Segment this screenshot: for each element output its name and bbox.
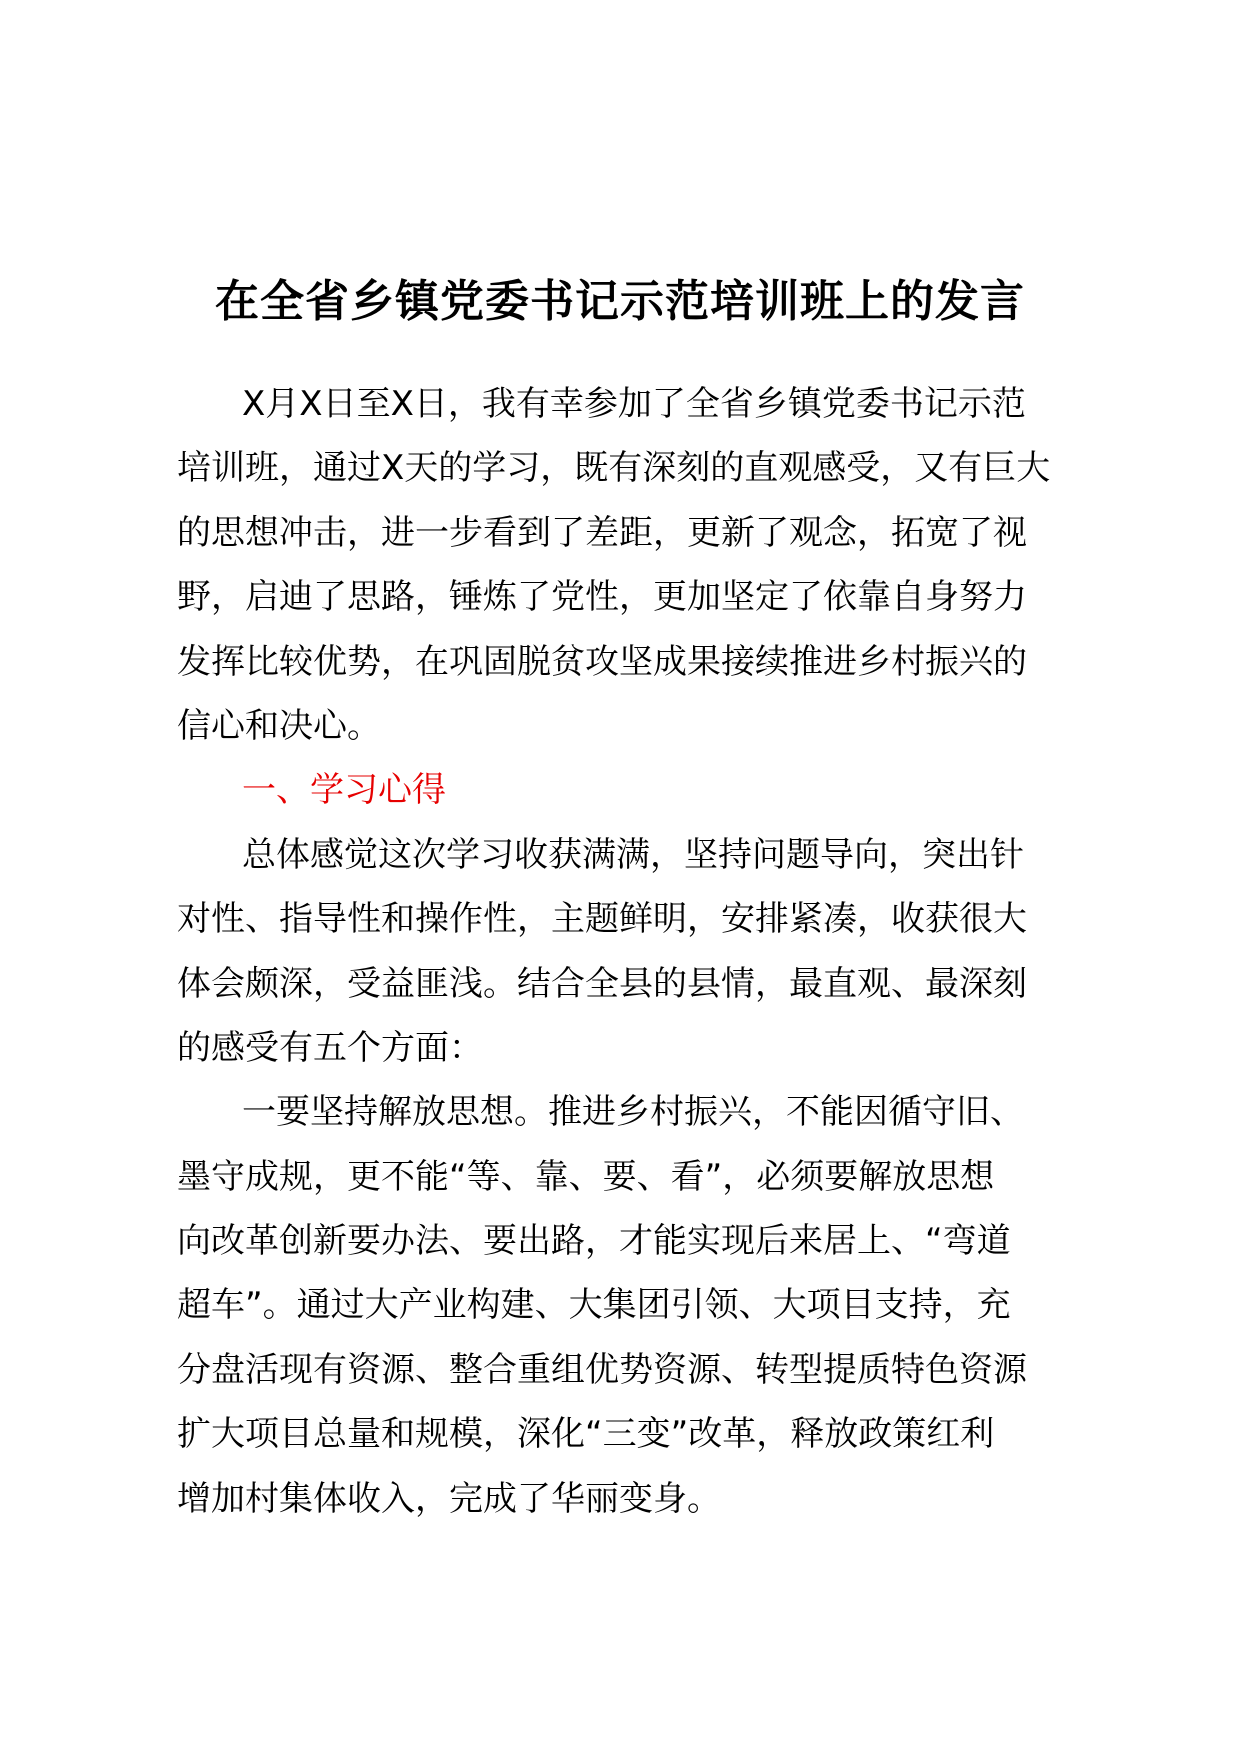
section-heading: 一、学习心得 [242, 770, 446, 811]
paragraph-line: 信心和决心。 [177, 705, 381, 746]
paragraph-line: X月X日至X日，我有幸参加了全省乡镇党委书记示范 [242, 384, 1026, 424]
paragraph-line: 对性、指导性和操作性，主题鲜明，安排紧凑，收获很大 [177, 899, 1027, 940]
paragraph-line: 超车”。通过大产业构建、大集团引领、大项目支持，充 [177, 1285, 1011, 1326]
paragraph-line: 的感受有五个方面： [177, 1027, 483, 1068]
paragraph-line: 总体感觉这次学习收获满满，坚持问题导向，突出针 [242, 834, 1024, 875]
paragraph-line: 一要坚持解放思想。推进乡村振兴，不能因循守旧、 [242, 1092, 1024, 1133]
paragraph-line: 增加村集体收入，完成了华丽变身。 [177, 1478, 721, 1519]
paragraph-line: 培训班，通过X天的学习，既有深刻的直观感受，又有巨大 [177, 448, 1051, 489]
paragraph-line: 墨守成规，更不能“等、靠、要、看”，必须要解放思想 [177, 1156, 995, 1197]
paragraph-line: 体会颇深，受益匪浅。结合全县的县情，最直观、最深刻 [177, 963, 1027, 1004]
paragraph-line: 发挥比较优势，在巩固脱贫攻坚成果接续推进乡村振兴的 [177, 641, 1027, 682]
paragraph-line: 的思想冲击，进一步看到了差距，更新了观念，拓宽了视 [177, 512, 1027, 553]
paragraph-line: 向改革创新要办法、要出路，才能实现后来居上、“弯道 [177, 1221, 1011, 1262]
document-body [177, 372, 1097, 1531]
paragraph-line: 分盘活现有资源、整合重组优势资源、转型提质特色资源 [177, 1349, 1027, 1390]
document-title: 在全省乡镇党委书记示范培训班上的发言 [215, 276, 1025, 327]
paragraph-line: 野，启迪了思路，锤炼了党性，更加坚定了依靠自身努力 [177, 577, 1027, 618]
paragraph-line: 扩大项目总量和规模，深化“三变”改革，释放政策红利 [177, 1414, 995, 1455]
